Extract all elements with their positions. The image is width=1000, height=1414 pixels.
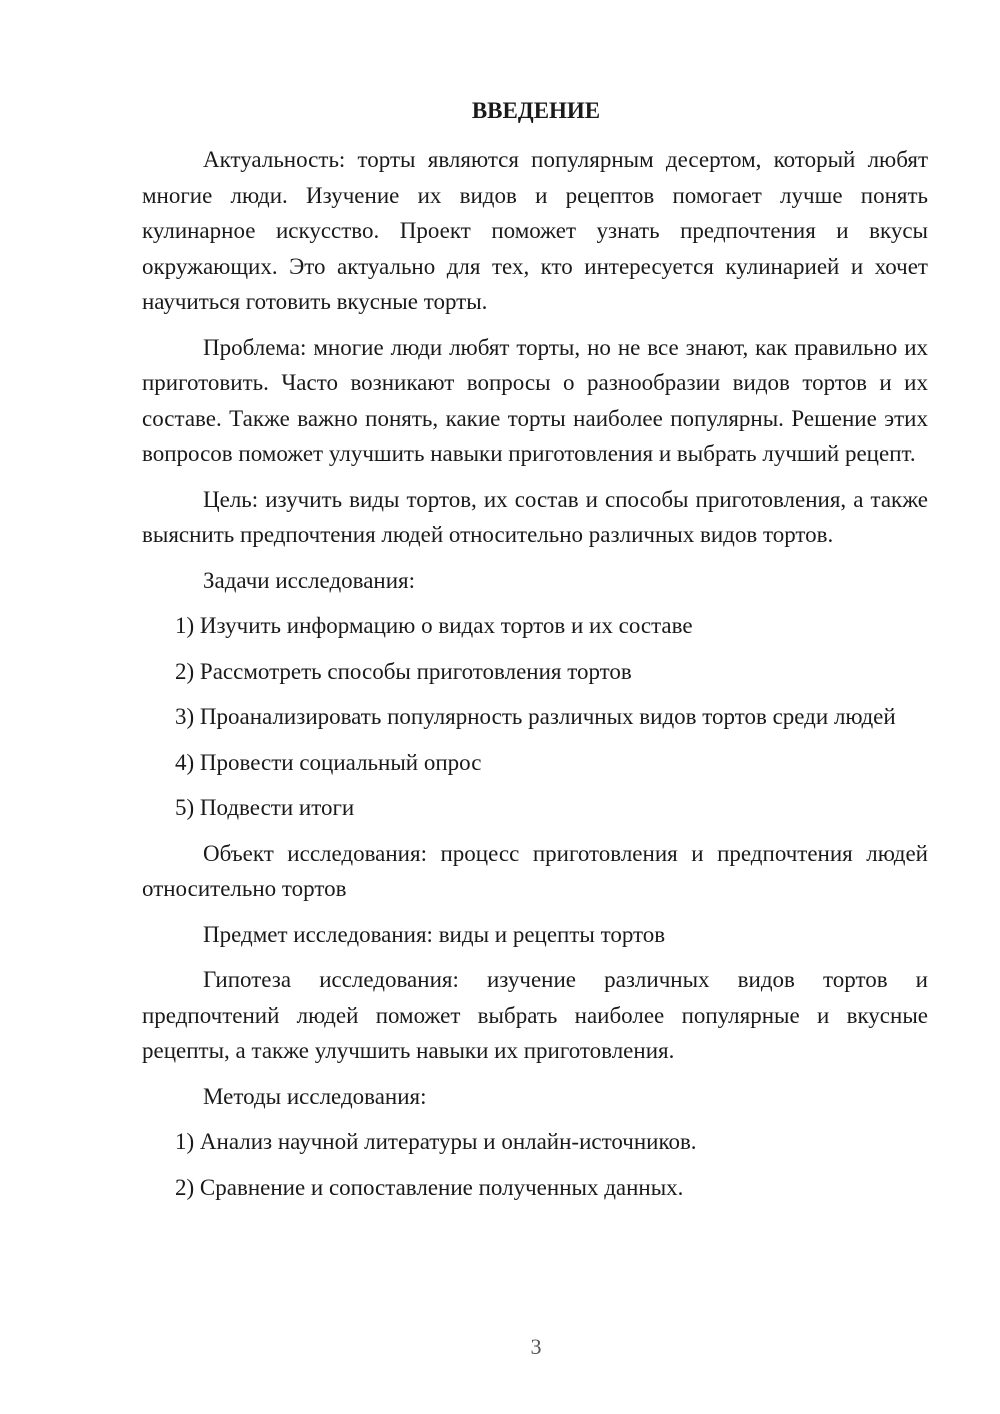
methods-heading: Методы исследования: (203, 1083, 427, 1109)
relevance-paragraph: Актуальность: торты являются популярным десертом, который любят многие люди. Изучение их видов и рецептов помогает лучше понять кулинарное искусство. Проект поможет узнать предпочтения и вкусы окружающих. Это актуально для тех, кто интересуется кулинарией и хочет научиться готовить вкусные торты. (142, 147, 928, 314)
task-item: 2) Рассмотреть способы приготовления тортов (175, 658, 632, 684)
problem-paragraph: Проблема: многие люди любят торты, но не все знают, как правильно их приготовить. Часто возникают вопросы о разнообразии видов тортов и их составе. Также важно понять, какие торты наиболее популярны. Решение этих вопросов поможет улучшить навыки приготовления и выбрать лучший рецепт. (142, 334, 928, 466)
task-item: 4) Провести социальный опрос (175, 749, 482, 775)
object-paragraph: Объект исследования: процесс приготовления и предпочтения людей относительно тортов (142, 840, 928, 901)
task-item: 5) Подвести итоги (175, 795, 355, 820)
method-item: 2) Сравнение и сопоставление полученных данных. (175, 1174, 684, 1200)
task-item: 1) Изучить информацию о видах тортов и их составе (175, 613, 693, 638)
tasks-heading: Задачи исследования: (203, 567, 416, 593)
method-item: 1) Анализ научной литературы и онлайн-источников. (175, 1129, 697, 1154)
goal-paragraph: Цель: изучить виды тортов, их состав и способы приготовления, а также выяснить предпочтения людей относительно различных видов тортов. (142, 486, 928, 547)
page-number: 3 (530, 1334, 542, 1359)
section-body (142, 142, 928, 1215)
task-item: 3) Проанализировать популярность различных видов тортов среди людей (175, 704, 896, 729)
subject-paragraph: Предмет исследования: виды и рецепты тортов (203, 921, 666, 947)
hypothesis-paragraph: Гипотеза исследования: изучение различных видов тортов и предпочтений людей поможет выбрать наиболее популярные и вкусные рецепты, а также улучшить навыки их приготовления. (142, 967, 928, 1063)
section-heading: ВВЕДЕНИЕ (471, 98, 601, 123)
